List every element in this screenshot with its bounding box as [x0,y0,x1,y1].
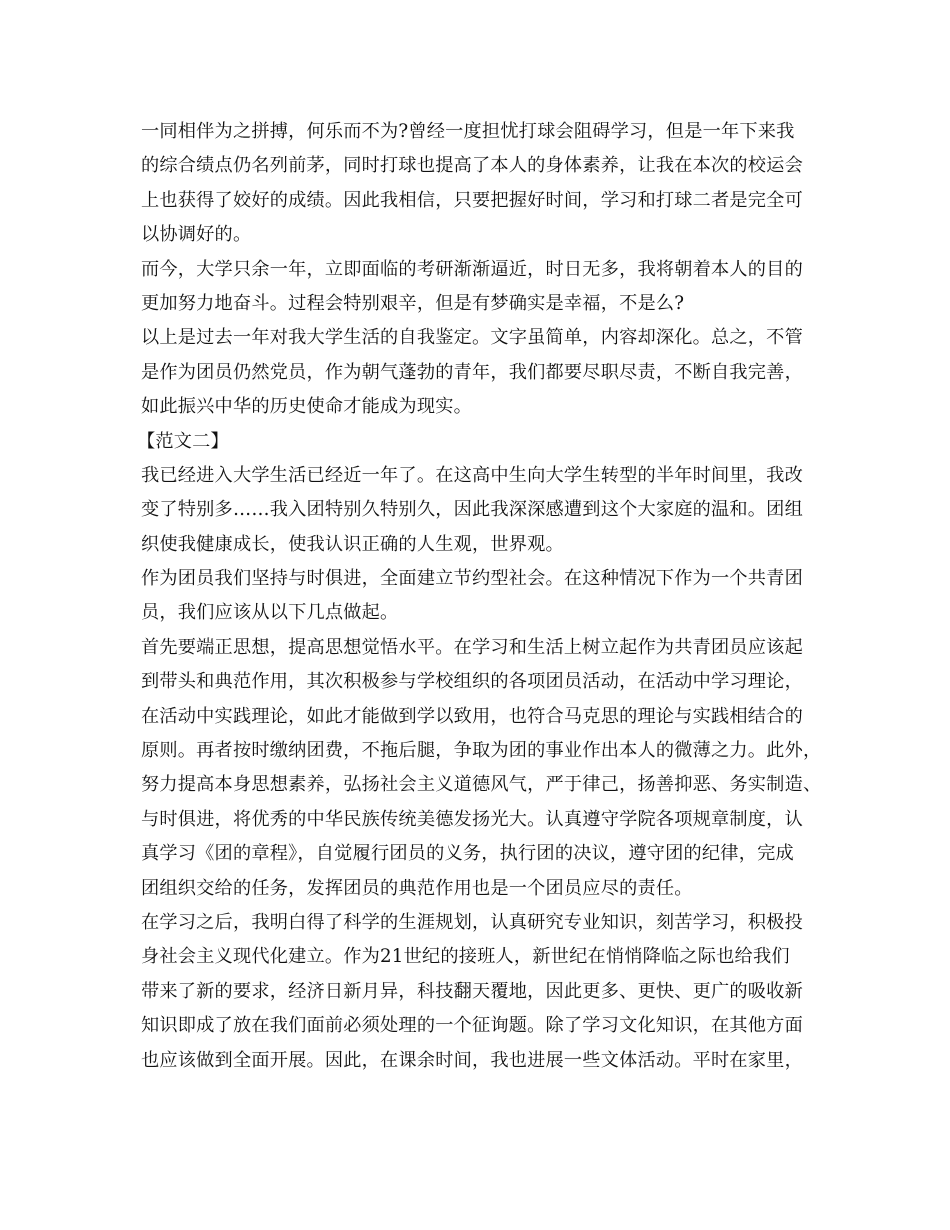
section-heading: 【范文二】 [137,430,229,452]
text-line: 员，我们应该从以下几点做起。 [141,602,399,624]
text-line: 以协调好的。 [141,224,252,246]
text-line: 团组织交给的任务，发挥团员的典范作用也是一个团员应尽的责任。 [141,877,693,899]
text-line: 的综合绩点仍名列前茅，同时打球也提高了本人的身体素养，让我在本次的校运会 [141,155,803,177]
text-line: 一同相伴为之拼搏，何乐而不为?曾经一度担忧打球会阻碍学习，但是一年下来我 [141,121,795,142]
text-line: 努力提高本身思想素养，弘扬社会主义道德风气，严于律己，扬善抑恶、务实制造、 [141,774,822,796]
text-line: 也应该做到全面开展。因此，在课余时间，我也进展一些文体活动。平时在家里， [141,1049,803,1071]
text-line: 身社会主义现代化建立。作为21世纪的接班人，新世纪在悄悄降临之际也给我们 [141,946,790,968]
text-line: 作为团员我们坚持与时俱进，全面建立节约型社会。在这种情况下作为一个共青团 [141,568,803,590]
text-line: 上也获得了姣好的成绩。因此我相信，只要把握好时间，学习和打球二者是完全可 [141,189,803,211]
text-line: 带来了新的要求，经济日新月异，科技翻天覆地，因此更多、更快、更广的吸收新 [141,980,803,1002]
text-line: 知识即成了放在我们面前必须处理的一个征询题。除了学习文化知识，在其他方面 [141,1015,803,1037]
text-line: 真学习《团的章程》，自觉履行团员的义务，执行团的决议，遵守团的纪律，完成 [141,843,794,865]
text-line: 如此振兴中华的历史使命才能成为现实。 [141,396,472,418]
text-line: 更加努力地奋斗。过程会特别艰辛，但是有梦确实是幸福，不是么? [141,292,685,314]
text-line: 首先要端正思想，提高思想觉悟水平。在学习和生活上树立起作为共青团员应该起 [141,636,803,658]
text-line: 在学习之后，我明白得了科学的生涯规划，认真研究专业知识，刻苦学习，积极投 [141,911,803,933]
text-line: 是作为团员仍然党员，作为朝气蓬勃的青年，我们都要尽职尽责，不断自我完善， [141,361,803,383]
text-line: 以上是过去一年对我大学生活的自我鉴定。文字虽简单，内容却深化。总之，不管 [141,327,803,349]
text-line: 在活动中实践理论，如此才能做到学以致用，也符合马克思的理论与实践相结合的 [141,705,803,727]
text-line: 与时俱进，将优秀的中华民族传统美德发扬光大。认真遵守学院各项规章制度，认 [141,808,803,830]
text-line: 织使我健康成长，使我认识正确的人生观，世界观。 [141,533,564,555]
text-line: 变了特别多……我入团特别久特别久，因此我深深感遭到这个大家庭的温和。团组 [141,499,803,521]
text-line: 我已经进入大学生活已经近一年了。在这高中生向大学生转型的半年时间里，我改 [141,464,803,486]
document-body [137,115,831,1078]
text-line: 原则。再者按时缴纳团费，不拖后腿，争取为团的事业作出本人的微薄之力。此外， [141,740,822,762]
text-line: 而今，大学只余一年，立即面临的考研渐渐逼近，时日无多，我将朝着本人的目的 [141,258,803,280]
text-line: 到带头和典范作用，其次积极参与学校组织的各项团员活动，在活动中学习理论， [141,671,803,693]
